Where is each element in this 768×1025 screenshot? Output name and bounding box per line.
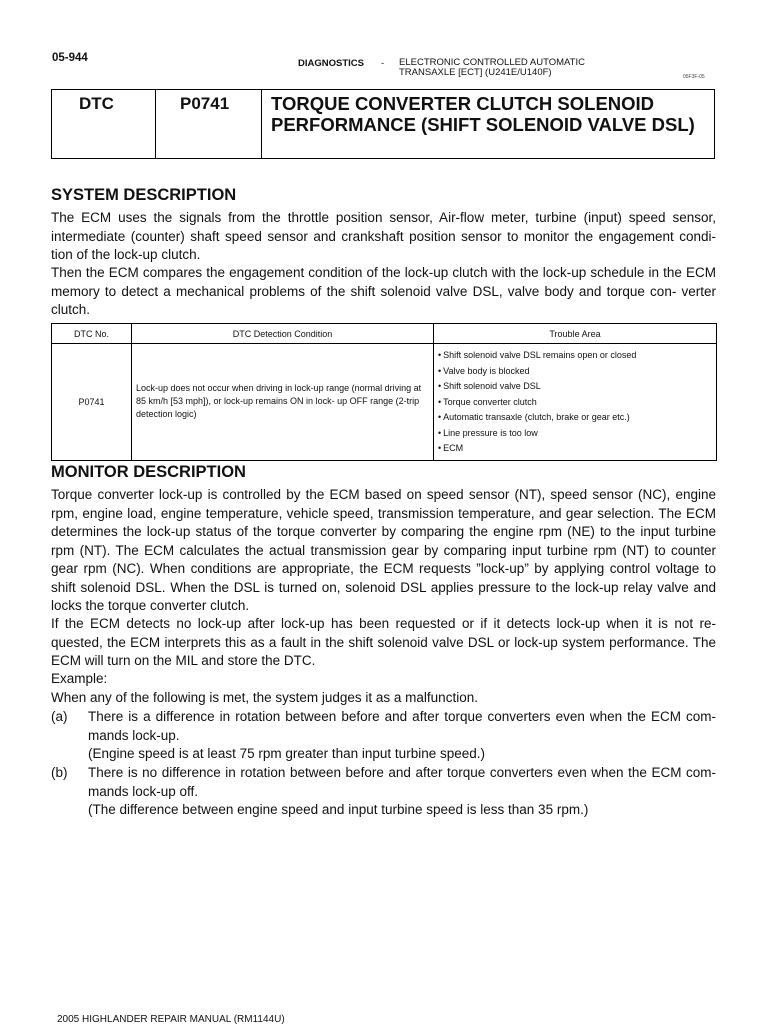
dtc-table-header-trouble-area: Trouble Area [434,324,717,344]
dtc-label: DTC [52,90,156,158]
monitor-description-paragraph-1: Torque converter lock-up is controlled by the ECM based on speed sensor (NT), speed sensor (NC), engine rpm, engine load, engine temperature, vehicle speed, transmission temperature, and gear selection. The ECM determines the lock-up status of the torque converter by comparing the engine rpm (NE) to the input turbine rpm (NT). The ECM calculates the actual transmission gear by comparing input turbine rpm (NT) to counter gear rpm (NC). When conditions are appropriate, the ECM requests ”lock-up” by applying control voltage to shift solenoid DSL. When the DSL is turned on, solenoid DSL applies pressure to the lock-up relay valve and locks the torque converter clutch. [51,487,716,613]
header-section-label: DIAGNOSTICS [298,58,364,69]
trouble-area-item: • Torque converter clutch [438,395,712,411]
example-intro: When any of the following is met, the system judges it as a malfunction. [51,690,478,705]
dtc-table-cell-dtc-no: P0741 [52,344,132,461]
system-description-heading: SYSTEM DESCRIPTION [51,186,237,204]
condition-text: There is a difference in rotation between before and after torque converters even when the ECM com- mands lock-up. [88,709,716,743]
dtc-table-header-condition: DTC Detection Condition [132,324,434,344]
dtc-table [51,323,717,461]
page-number: 05-944 [52,52,88,64]
header-title-line2: TRANSAXLE [ECT] (U241E/U140F) [399,67,552,78]
monitor-description-heading: MONITOR DESCRIPTION [51,463,246,481]
condition-note: (Engine speed is at least 75 rpm greater than input turbine speed.) [88,746,485,761]
system-description-paragraph-1: The ECM uses the signals from the throttle position sensor, Air-flow meter, turbine (input) speed sensor, intermediate (counter) shaft speed sensor and crankshaft position sensor to monitor the engagement condi- tion of the lock-up clutch. [51,210,716,262]
header-title [399,58,585,78]
dtc-table-header-dtc-no: DTC No. [52,324,132,344]
footer-text: 2005 HIGHLANDER REPAIR MANUAL (RM1144U) [57,1014,285,1025]
dtc-table-header-row [52,324,717,344]
trouble-area-item: • ECM [438,441,712,457]
dtc-table-row [52,344,717,461]
trouble-area-item: • Shift solenoid valve DSL [438,379,712,395]
malfunction-condition-b [51,764,716,820]
header-ref-code: 05F3F-05 [683,74,705,80]
monitor-description-paragraph-2: If the ECM detects no lock-up after lock-up has been requested or if it detects lock-up when it is not re- quested, the ECM interprets this as a fault in the shift solenoid valve DSL or lock-up system performance. The ECM will turn on the MIL and store the DTC. [51,616,716,668]
trouble-area-list [438,348,712,457]
header-title-line1: ELECTRONIC CONTROLLED AUTOMATIC [399,57,585,68]
malfunction-condition-a [51,708,716,764]
trouble-area-item: • Line pressure is too low [438,426,712,442]
condition-label: (b) [51,765,68,780]
trouble-area-item: • Automatic transaxle (clutch, brake or gear etc.) [438,410,712,426]
condition-label: (a) [51,709,68,724]
header-separator: - [381,58,385,69]
dtc-table-cell-trouble-area [434,344,717,461]
trouble-area-item: • Valve body is blocked [438,364,712,380]
dtc-title-box [51,89,715,159]
dtc-code: P0741 [156,90,262,158]
system-description-paragraph-2: Then the ECM compares the engagement condition of the lock-up clutch with the lock-up schedule in the ECM memory to detect a mechanical problems of the shift solenoid valve DSL, valve body and torque con- verter clutch. [51,265,716,317]
dtc-table-cell-condition: Lock-up does not occur when driving in lock-up range (normal driving at 85 km/h [53 mph]), or lock-up remains ON in lock- up OFF range (2-trip detection logic) [132,344,434,461]
condition-text: There is no difference in rotation between before and after torque converters even when the ECM com- mands lock-up off. [88,765,716,799]
trouble-area-item: • Shift solenoid valve DSL remains open or closed [438,348,712,364]
example-label: Example: [51,671,108,686]
dtc-title: TORQUE CONVERTER CLUTCH SOLENOID PERFORMANCE (SHIFT SOLENOID VALVE DSL) [271,93,695,135]
condition-note: (The difference between engine speed and input turbine speed is less than 35 rpm.) [88,802,589,817]
